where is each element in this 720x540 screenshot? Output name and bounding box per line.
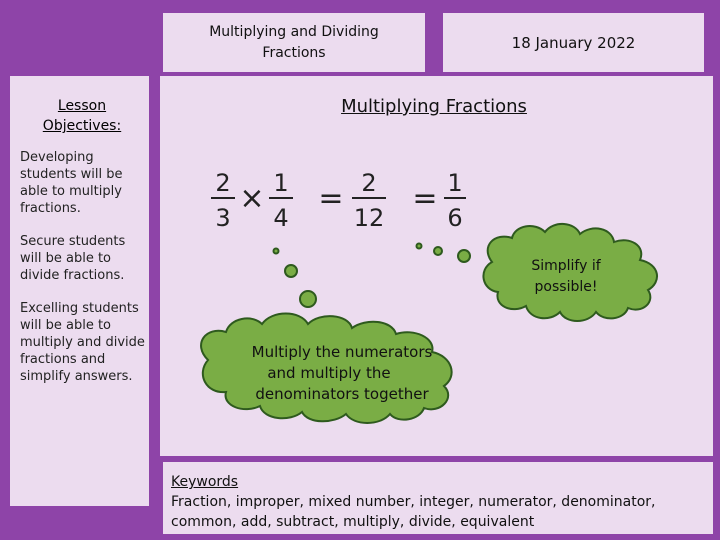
keywords-heading: Keywords	[171, 474, 239, 490]
bubble-small	[274, 249, 279, 254]
fraction-equation	[211, 169, 466, 232]
bubble-medium	[285, 265, 297, 277]
fraction-d-denominator: 6	[447, 204, 463, 232]
equals-sign-2: =	[412, 181, 438, 216]
fraction-a-denominator: 3	[215, 204, 231, 232]
objective-developing: Developing students will be able to multiply fractions.	[20, 150, 123, 216]
fraction-b-denominator: 4	[273, 204, 289, 232]
simplify-text-line-1: Simplify if	[531, 258, 601, 274]
thought-bubbles-left	[274, 249, 317, 308]
equals-sign-1: =	[318, 181, 344, 216]
bubble-medium	[434, 247, 442, 255]
main-title: Multiplying Fractions	[341, 96, 527, 117]
multiply-tip-line-3: denominators together	[255, 385, 429, 403]
keywords-line-1: Fraction, improper, mixed number, integer, numerator, denominator,	[171, 494, 656, 510]
lesson-date: 18 January 2022	[511, 33, 636, 52]
lesson-title: Multiplying and Dividing Fractions	[209, 23, 379, 61]
fraction-d-numerator: 1	[447, 169, 463, 197]
thought-bubbles-right	[417, 244, 471, 263]
fraction-b-numerator: 1	[273, 169, 289, 197]
fraction-a-numerator: 2	[215, 169, 231, 197]
keywords-line-2: common, add, subtract, multiply, divide, equivalent	[171, 514, 535, 530]
simplify-text-line-2: possible!	[534, 279, 598, 295]
fraction-c-denominator: 12	[353, 204, 385, 232]
objective-secure: Secure students will be able to divide fractions.	[20, 234, 126, 283]
multiply-sign: ×	[239, 181, 265, 216]
fraction-c-numerator: 2	[361, 169, 377, 197]
objectives-heading-text: Lesson Objectives:	[42, 98, 122, 134]
bubble-small	[417, 244, 422, 249]
bubble-large	[300, 291, 316, 307]
bubble-large	[458, 250, 470, 262]
objective-excelling: Excelling students will be able to multiply and divide fractions and simplify answers.	[20, 301, 145, 384]
multiply-tip-line-1: Multiply the numerators	[251, 343, 433, 361]
multiply-tip-line-2: and multiply the	[267, 364, 391, 382]
